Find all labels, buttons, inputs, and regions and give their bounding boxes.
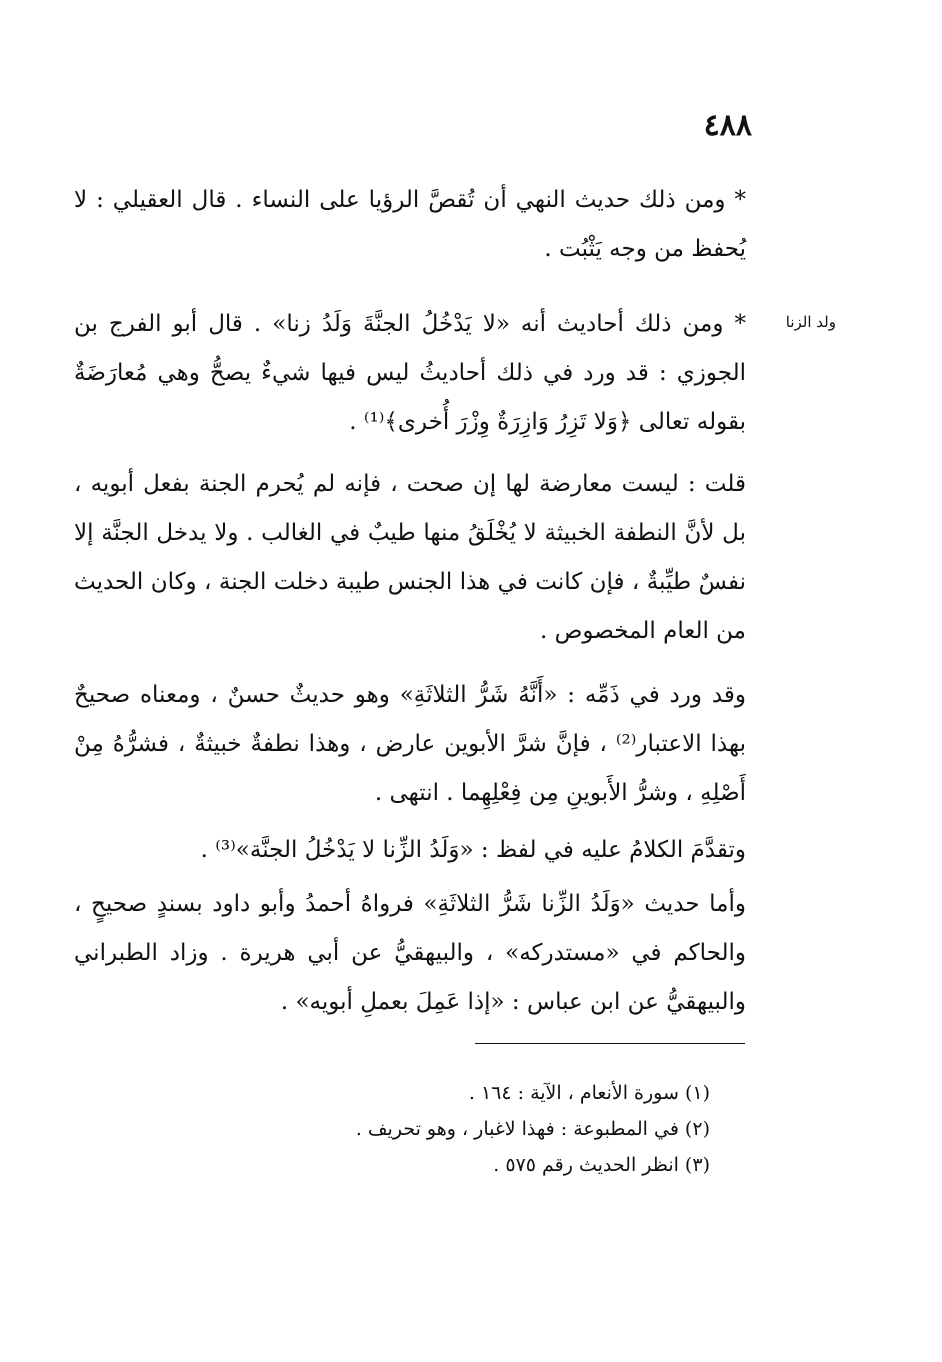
paragraph-4-block [74,671,746,818]
footnotes [250,1075,710,1183]
paragraph-2: * ومن ذلك أحاديث أنه «لا يَدْخُلُ الجنَّةَ وَلَدُ زنا» . قال أبو الفرج بن الجوزي : قد ورد في ذلك أحاديثُ ليس فيها شيءٌ يصحُّ وهي مُعارَضَةٌ بقوله تعالى ﴿وَلا تَزِرُ وَازِرَةٌ وِزْرَ أُخرى﴾⁽¹⁾ . [74,311,746,435]
paragraph-6: وأما حديث «وَلَدُ الزِّنا شَرُّ الثلاثَةِ» فرواهُ أحمدُ وأبو داود بسندٍ صحيحٍ ، والحاكم في «مستدركه» ، والبيهقيُّ عن أبي هريرة . وزاد الطبراني والبيهقيُّ عن ابن عباس : «إذا عَمِلَ بعملِ أبويه» . [74,891,746,1015]
paragraph-1-block [74,176,746,274]
paragraph-1: * ومن ذلك حديث النهي أن تُقصَّ الرؤيا على النساء . قال العقيلي : لا يُحفظ من وجه يَثْبُت . [74,187,746,262]
page-number: ٤٨٨ [703,108,752,143]
paragraph-5-block [74,826,746,875]
paragraph-2-block [74,300,746,447]
paragraph-6-block [74,880,746,1027]
paragraph-3-block [74,460,746,656]
footnote-2: (٢) في المطبوعة : فهذا لاغبار ، وهو تحريف . [355,1118,710,1140]
paragraph-5: وتقدَّمَ الكلامُ عليه في لفظ : «وَلَدُ الزِّنا لا يَدْخُلُ الجنَّة»⁽³⁾ . [200,837,746,863]
paragraph-3: قلت : ليست معارضة لها إن صحت ، فإنه لم يُحرم الجنة بفعل أبويه ، بل لأنَّ النطفة الخبيثة لا يُخْلَقُ منها طيبٌ في الغالب . ولا يدخل الجنَّة إلا نفسٌ طيِّبةٌ ، فإن كانت في هذا الجنس طيبة دخلت الجنة ، وكان الحديث من العام المخصوص . [74,471,746,644]
footnote-1: (١) سورة الأنعام ، الآية : ١٦٤ . [468,1082,710,1104]
margin-note: ولد الزنا [785,313,836,331]
footnote-3: (٣) انظر الحديث رقم ٥٧٥ . [493,1154,710,1176]
footnote-divider [475,1043,745,1044]
paragraph-4: وقد ورد في ذَمِّه : «أَنَّهُ شَرُّ الثلاثَةِ» وهو حديثٌ حسنٌ ، ومعناه صحيحٌ بهذا الاعتبار⁽²⁾ ، فإنَّ شرَّ الأبوين عارض ، وهذا نطفةٌ خبيثةٌ ، فشرُّهُ مِنْ أَصْلِهِ ، وشرُّ الأَبوينِ مِن فِعْلِهِما . انتهى . [74,682,746,806]
